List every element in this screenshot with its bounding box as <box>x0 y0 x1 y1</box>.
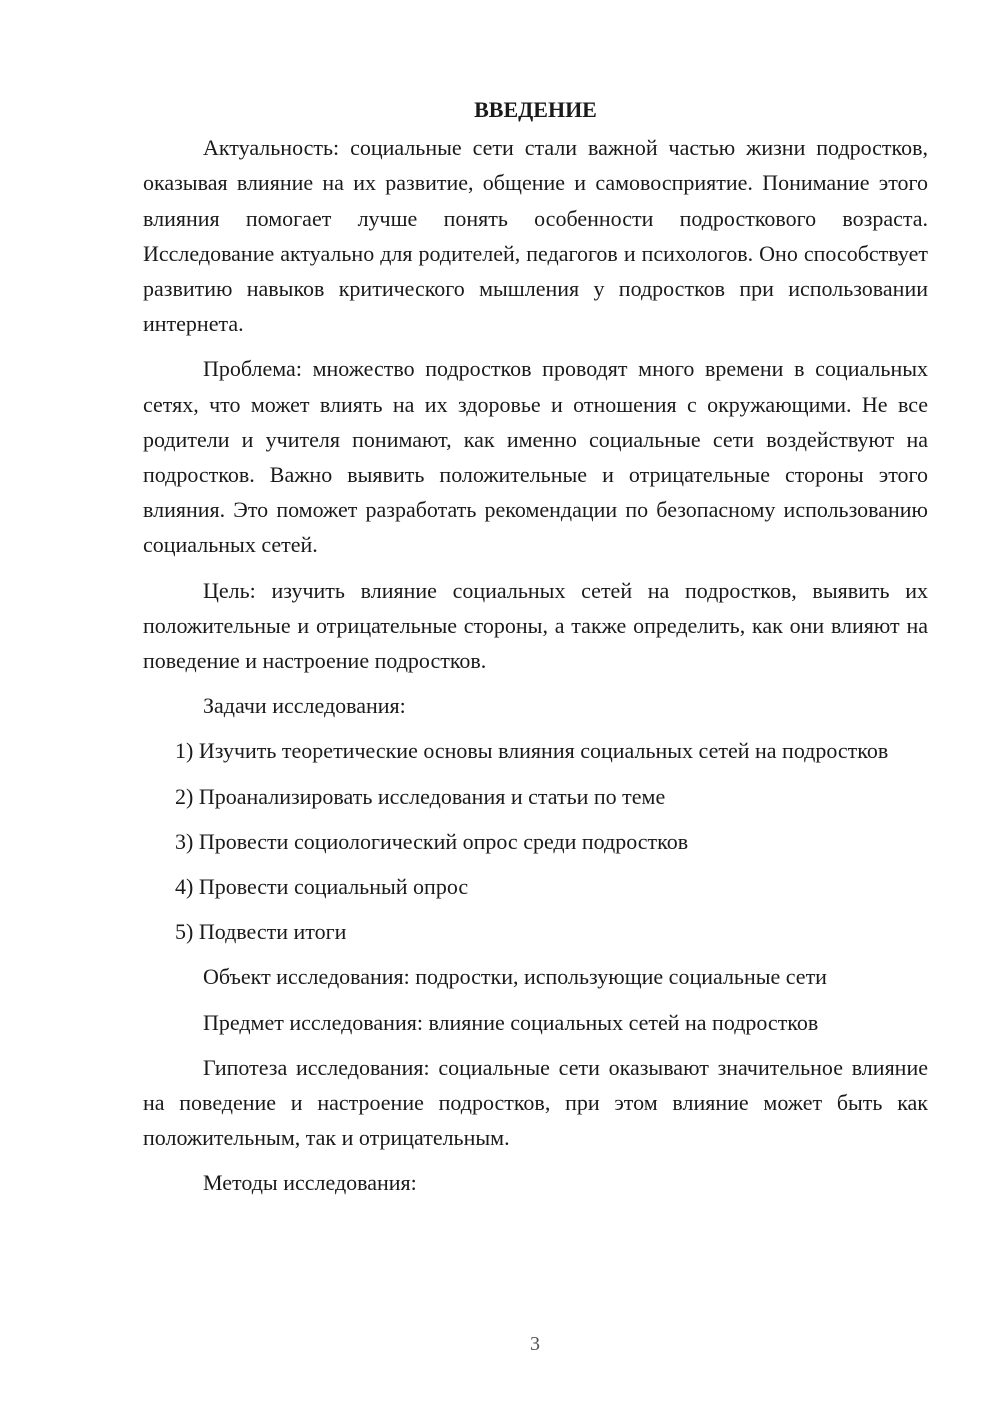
section-title: ВВЕДЕНИЕ <box>474 97 597 122</box>
tasks-list <box>143 733 928 949</box>
subject-paragraph: Предмет исследования: влияние социальных сетей на подростков <box>203 1009 819 1035</box>
page-number: 3 <box>530 1333 540 1355</box>
problem-paragraph: Проблема: множество подростков проводят много времени в социальных сетях, что может влиять на их здоровье и отношения с окружающими. Не все родители и учителя понимают, как именно социальные сети воздействуют на подростков. Важно выявить положительные и отрицательные стороны этого влияния. Это поможет разработать рекомендации по безопасному использованию социальных сетей. <box>143 356 928 558</box>
goal-paragraph: Цель: изучить влияние социальных сетей на подростков, выявить их положительные и отрицательные стороны, а также определить, как они влияют на поведение и настроение подростков. <box>143 577 928 674</box>
task-item: 5) Подвести итоги <box>175 919 347 945</box>
task-item: 4) Провести социальный опрос <box>175 874 469 900</box>
hypothesis-paragraph: Гипотеза исследования: социальные сети оказывают значительное влияние на поведение и настроение подростков, при этом влияние может быть как положительным, так и отрицательным. <box>143 1054 928 1151</box>
task-item: 3) Провести социологический опрос среди подростков <box>175 828 689 854</box>
methods-heading: Методы исследования: <box>203 1170 417 1196</box>
object-paragraph: Объект исследования: подростки, использующие социальные сети <box>203 964 827 990</box>
task-item: 2) Проанализировать исследования и статьи по теме <box>175 783 666 809</box>
relevance-paragraph: Актуальность: социальные сети стали важной частью жизни подростков, оказывая влияние на их развитие, общение и самовосприятие. Понимание этого влияния помогает лучше понять особенности подросткового возраста. Исследование актуально для родителей, педагогов и психологов. Оно способствует развитию навыков критического мышления у подростков при использовании интернета. <box>143 135 928 337</box>
task-item: 1) Изучить теоретические основы влияния социальных сетей на подростков <box>175 738 889 764</box>
tasks-heading: Задачи исследования: <box>203 693 406 719</box>
document-page <box>143 92 928 1201</box>
